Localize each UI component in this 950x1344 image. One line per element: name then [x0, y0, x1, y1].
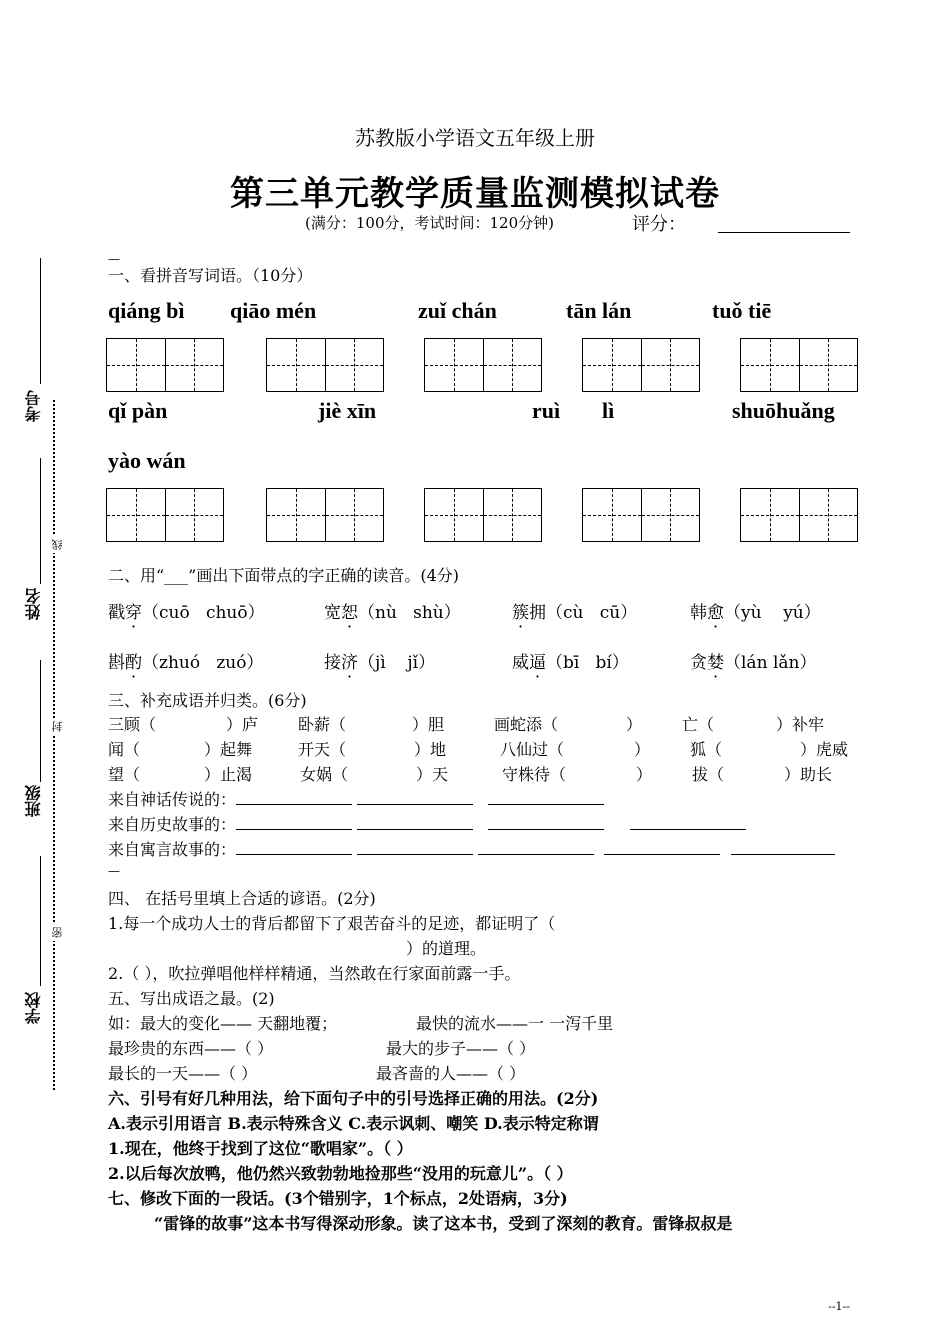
- section2-title: 二、用“___”画出下面带点的字正确的读音。(4分): [108, 566, 460, 585]
- score-label: 评分：: [632, 214, 686, 235]
- reading-item: 韩愈（yù yú）: [690, 603, 821, 623]
- exam-subtitle: 苏教版小学语文五年级上册: [355, 126, 595, 150]
- reading-item: 簇拥（cù cū）: [512, 603, 638, 623]
- reading-item: 接济（jì jǐ）: [324, 653, 436, 673]
- write-box[interactable]: [740, 338, 858, 392]
- pinyin-8a: ruì: [532, 398, 561, 423]
- s4-q2: 2.（ ），吹拉弹唱他样样精通，当然敢在行家面前露一手。: [108, 964, 521, 983]
- seal-feng: 封: [50, 718, 66, 735]
- write-box[interactable]: [582, 488, 700, 542]
- idiom-row: 闻（ ）起舞 开天（ ）地 八仙过（ ） 狐（ ）虎威: [108, 740, 849, 759]
- pinyin-10: yào wán: [108, 448, 186, 473]
- reading-item: 戳穿（cuō chuō）: [108, 603, 265, 623]
- s4-q1-line1: 1.每一个成功人士的背后都留下了艰苦奋斗的足迹，都证明了（: [108, 914, 556, 933]
- write-box[interactable]: [106, 338, 224, 392]
- section6-title: 六、引号有好几种用法，给下面句子中的引号选择正确的用法。(2分): [108, 1089, 599, 1108]
- category-history: 来自历史故事的：: [108, 812, 746, 835]
- s6-q2: 2.以后每次放鸭，他仍然兴致勃勃地捡那些“没用的玩意儿”。（ ）: [108, 1164, 573, 1183]
- side-line-kaohao: [40, 258, 41, 384]
- section5-title: 五、写出成语之最。(2): [108, 989, 275, 1008]
- idiom-row: 望（ ）止渴 女娲（ ）天 守株待（ ） 拔（ ）助长: [108, 765, 833, 784]
- pinyin-5: tuǒ tiē: [712, 298, 772, 323]
- side-label-kaohao: 考号: [24, 390, 43, 422]
- s6-options: A.表示引用语言 B.表示特殊含义 C.表示讽刺、嘲笑 D.表示特定称谓: [108, 1114, 599, 1133]
- side-line-xingming: [40, 458, 41, 584]
- exam-title: 第三单元教学质量监测模拟试卷: [230, 174, 720, 214]
- seal-xian: 线: [50, 536, 66, 553]
- section7-title: 七、修改下面的一段话。(3个错别字，1个标点，2处语病，3分): [108, 1189, 568, 1208]
- reading-item: 斟酌（zhuó zuó）: [108, 653, 264, 673]
- s6-q1: 1.现在，他终于找到了这位“歌唱家”。（ ）: [108, 1139, 413, 1158]
- stray-dash: —: [108, 864, 120, 878]
- side-line-xuexiao: [40, 856, 41, 986]
- page-number: --1--: [828, 1300, 850, 1313]
- pinyin-6: qǐ pàn: [108, 398, 168, 423]
- write-box[interactable]: [424, 488, 542, 542]
- idiom-row: 三顾（ ）庐 卧薪（ ）胆 画蛇添（ ） 亡（ ）补牢: [108, 715, 825, 734]
- stray-dash: —: [108, 252, 120, 266]
- binding-dotted-line: [53, 400, 55, 1090]
- pinyin-3: zuǐ chán: [418, 298, 497, 323]
- s4-q1-line2: ）的道理。: [406, 939, 487, 958]
- score-blank[interactable]: [718, 232, 850, 233]
- s5-q1: 最珍贵的东西——（ ）: [108, 1039, 274, 1058]
- write-box[interactable]: [266, 338, 384, 392]
- write-box[interactable]: [740, 488, 858, 542]
- side-label-xingming: 姓名: [24, 588, 43, 620]
- s7-paragraph: “雷锋的故事”这本书写得深动形象。读了这本书，受到了深刻的教育。雷锋叔叔是: [154, 1214, 733, 1233]
- side-label-banji: 班级: [24, 785, 43, 817]
- write-box[interactable]: [106, 488, 224, 542]
- s5-q4: 最吝啬的人——（ ）: [376, 1064, 526, 1083]
- category-myth: 来自神话传说的：: [108, 787, 604, 810]
- seal-mi: 密: [50, 924, 66, 941]
- category-fable: 来自寓言故事的：: [108, 837, 835, 860]
- exam-info: (满分：100分，考试时间：120分钟): [305, 214, 554, 232]
- write-box[interactable]: [424, 338, 542, 392]
- reading-item: 贪婪（lán lǎn）: [690, 653, 817, 673]
- reading-item: 宽恕（nù shù）: [324, 603, 461, 623]
- write-box[interactable]: [582, 338, 700, 392]
- pinyin-4: tān lán: [566, 298, 632, 323]
- reading-item: 威逼（bī bí）: [512, 653, 629, 673]
- s5-q2: 最大的步子——（ ）: [386, 1039, 536, 1058]
- s5-example1: 如：最大的变化—— 天翻地覆；: [108, 1014, 338, 1033]
- section1-title: 一、看拼音写词语。（10分）: [108, 266, 313, 285]
- pinyin-7: jiè xīn: [318, 398, 377, 423]
- section4-title: 四、 在括号里填上合适的谚语。(2分): [108, 889, 376, 908]
- s5-q3: 最长的一天——（ ）: [108, 1064, 258, 1083]
- pinyin-9: shuōhuǎng: [732, 398, 835, 423]
- write-box[interactable]: [266, 488, 384, 542]
- section3-title: 三、补充成语并归类。(6分): [108, 691, 307, 710]
- side-label-xuexiao: 学校: [24, 992, 43, 1024]
- side-line-banji: [40, 660, 41, 782]
- pinyin-2: qiāo mén: [230, 298, 317, 323]
- pinyin-8b: lì: [602, 398, 615, 423]
- s5-example2: 最快的流水——一 一泻千里: [416, 1014, 614, 1033]
- pinyin-1: qiáng bì: [108, 298, 185, 323]
